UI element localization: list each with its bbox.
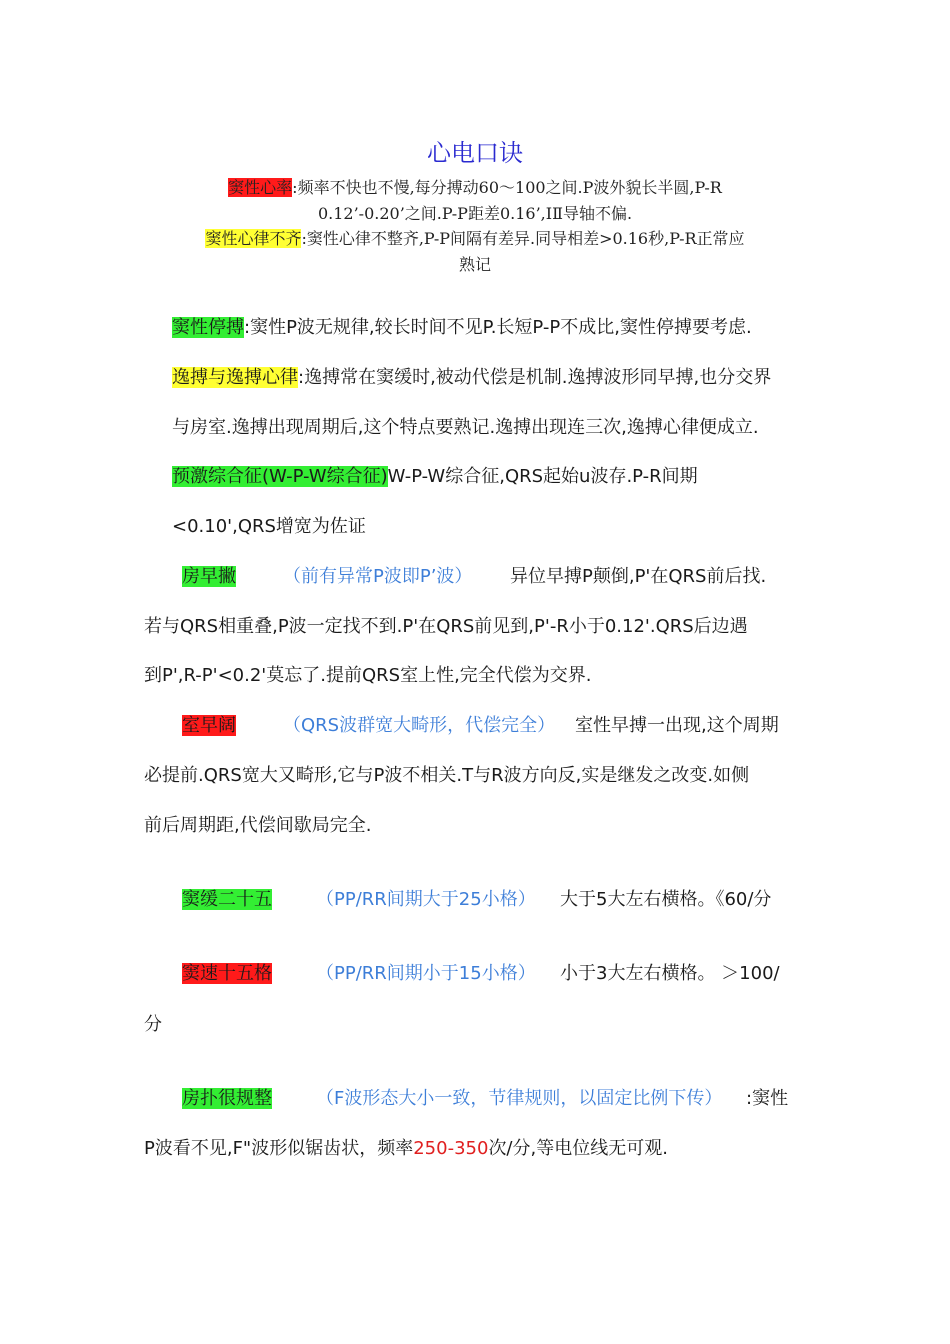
wpw-text1: W-P-W综合征,QRS起始u波存.P-R间期 bbox=[387, 466, 698, 487]
brady-label: 窦缓二十五 bbox=[182, 889, 272, 910]
pac-text1: 异位早搏P颠倒,P'在QRS前后找. bbox=[510, 566, 767, 587]
wpw-line1 bbox=[172, 462, 698, 488]
pac-line3: 到P',R-P'<0.2'莫忘了.提前QRS室上性,完全代偿为交界. bbox=[144, 665, 592, 686]
flutter-rate: 250-350 bbox=[413, 1138, 489, 1159]
flutter-label: 房扑很规整 bbox=[182, 1088, 272, 1109]
wpw-line2: <0.10',QRS增宽为佐证 bbox=[172, 516, 366, 537]
pac-line1 bbox=[182, 562, 236, 588]
pvc-text1: 室性早搏一出现,这个周期 bbox=[575, 715, 779, 736]
sinus-arrhythmia-label: 窦性心律不齐 bbox=[205, 229, 302, 248]
flutter-text2b: 次/分,等电位线无可观. bbox=[488, 1138, 668, 1159]
sinus-arrhythmia-text1: :窦性心律不整齐,P-P间隔有差异.同导相差>0.16秒,P-R正常应 bbox=[301, 229, 745, 248]
brady-note: （PP/RR间期大于25小格） bbox=[316, 889, 536, 910]
escape-line2: 与房室.逸搏出现周期后,这个特点要熟记.逸搏出现连三次,逸搏心律便成立. bbox=[172, 417, 759, 438]
tachy-label: 窦速十五格 bbox=[182, 963, 272, 984]
pac-line2: 若与QRS相重叠,P波一定找不到.P'在QRS前见到,P'-R小于0.12'.QRS后边遇 bbox=[144, 616, 748, 637]
sinus-rhythm-line1 bbox=[120, 175, 830, 198]
sinus-rhythm-line2: 0.12’-0.20’之间.P-P距差0.16’,ⅠⅡ导轴不偏. bbox=[317, 204, 633, 223]
pvc-line3: 前后周期距,代偿间歇局完全. bbox=[144, 815, 372, 836]
sinus-rhythm-label: 窦性心率 bbox=[228, 178, 293, 197]
sinus-arrest-paragraph bbox=[172, 313, 752, 339]
escape-label: 逸搏与逸搏心律 bbox=[172, 367, 298, 388]
pvc-line1 bbox=[182, 711, 236, 737]
flutter-text1: :窦性 bbox=[746, 1088, 789, 1109]
brady-line1 bbox=[182, 885, 272, 911]
tachy-text1: 小于3大左右横格。 ＞100/ bbox=[560, 963, 780, 984]
flutter-text2a: P波看不见,F"波形似锯齿状，频率 bbox=[144, 1138, 414, 1159]
brady-text: 大于5大左右横格。《60/分 bbox=[560, 889, 772, 910]
sinus-arrest-text: :窦性P波无规律,较长时间不见P.长短P-P不成比,窦性停搏要考虑. bbox=[244, 317, 752, 338]
tachy-line2: 分 bbox=[144, 1014, 162, 1035]
pvc-line2: 必提前.QRS宽大又畸形,它与P波不相关.T与R波方向反,实是继发之改变.如侧 bbox=[144, 765, 750, 786]
flutter-note: （F波形态大小一致，节律规则，以固定比例下传） bbox=[316, 1088, 723, 1109]
flutter-line2 bbox=[144, 1134, 668, 1160]
tachy-note: （PP/RR间期小于15小格） bbox=[316, 963, 536, 984]
page-title: 心电口诀 bbox=[427, 139, 523, 167]
sinus-arrhythmia-line1 bbox=[120, 226, 830, 249]
pvc-label: 室早阔 bbox=[182, 715, 236, 736]
pac-label: 房早撇 bbox=[182, 566, 236, 587]
tachy-line1 bbox=[182, 959, 272, 985]
escape-text1: :逸搏常在窦缓时,被动代偿是机制.逸搏波形同早搏,也分交界 bbox=[298, 367, 772, 388]
wpw-label: 预激综合征(W-P-W综合征) bbox=[172, 466, 388, 487]
escape-line1 bbox=[172, 363, 771, 389]
pac-note: （前有异常P波即P’波） bbox=[283, 566, 473, 587]
sinus-arrest-label: 窦性停搏 bbox=[172, 317, 244, 338]
sinus-rhythm-text1: :频率不快也不慢,每分搏动60～100之间.P波外貌长半圆,P-R bbox=[292, 178, 722, 197]
flutter-line1 bbox=[182, 1084, 272, 1110]
pvc-note: （QRS波群宽大畸形，代偿完全） bbox=[283, 715, 556, 736]
sinus-arrhythmia-line2: 熟记 bbox=[458, 255, 491, 274]
